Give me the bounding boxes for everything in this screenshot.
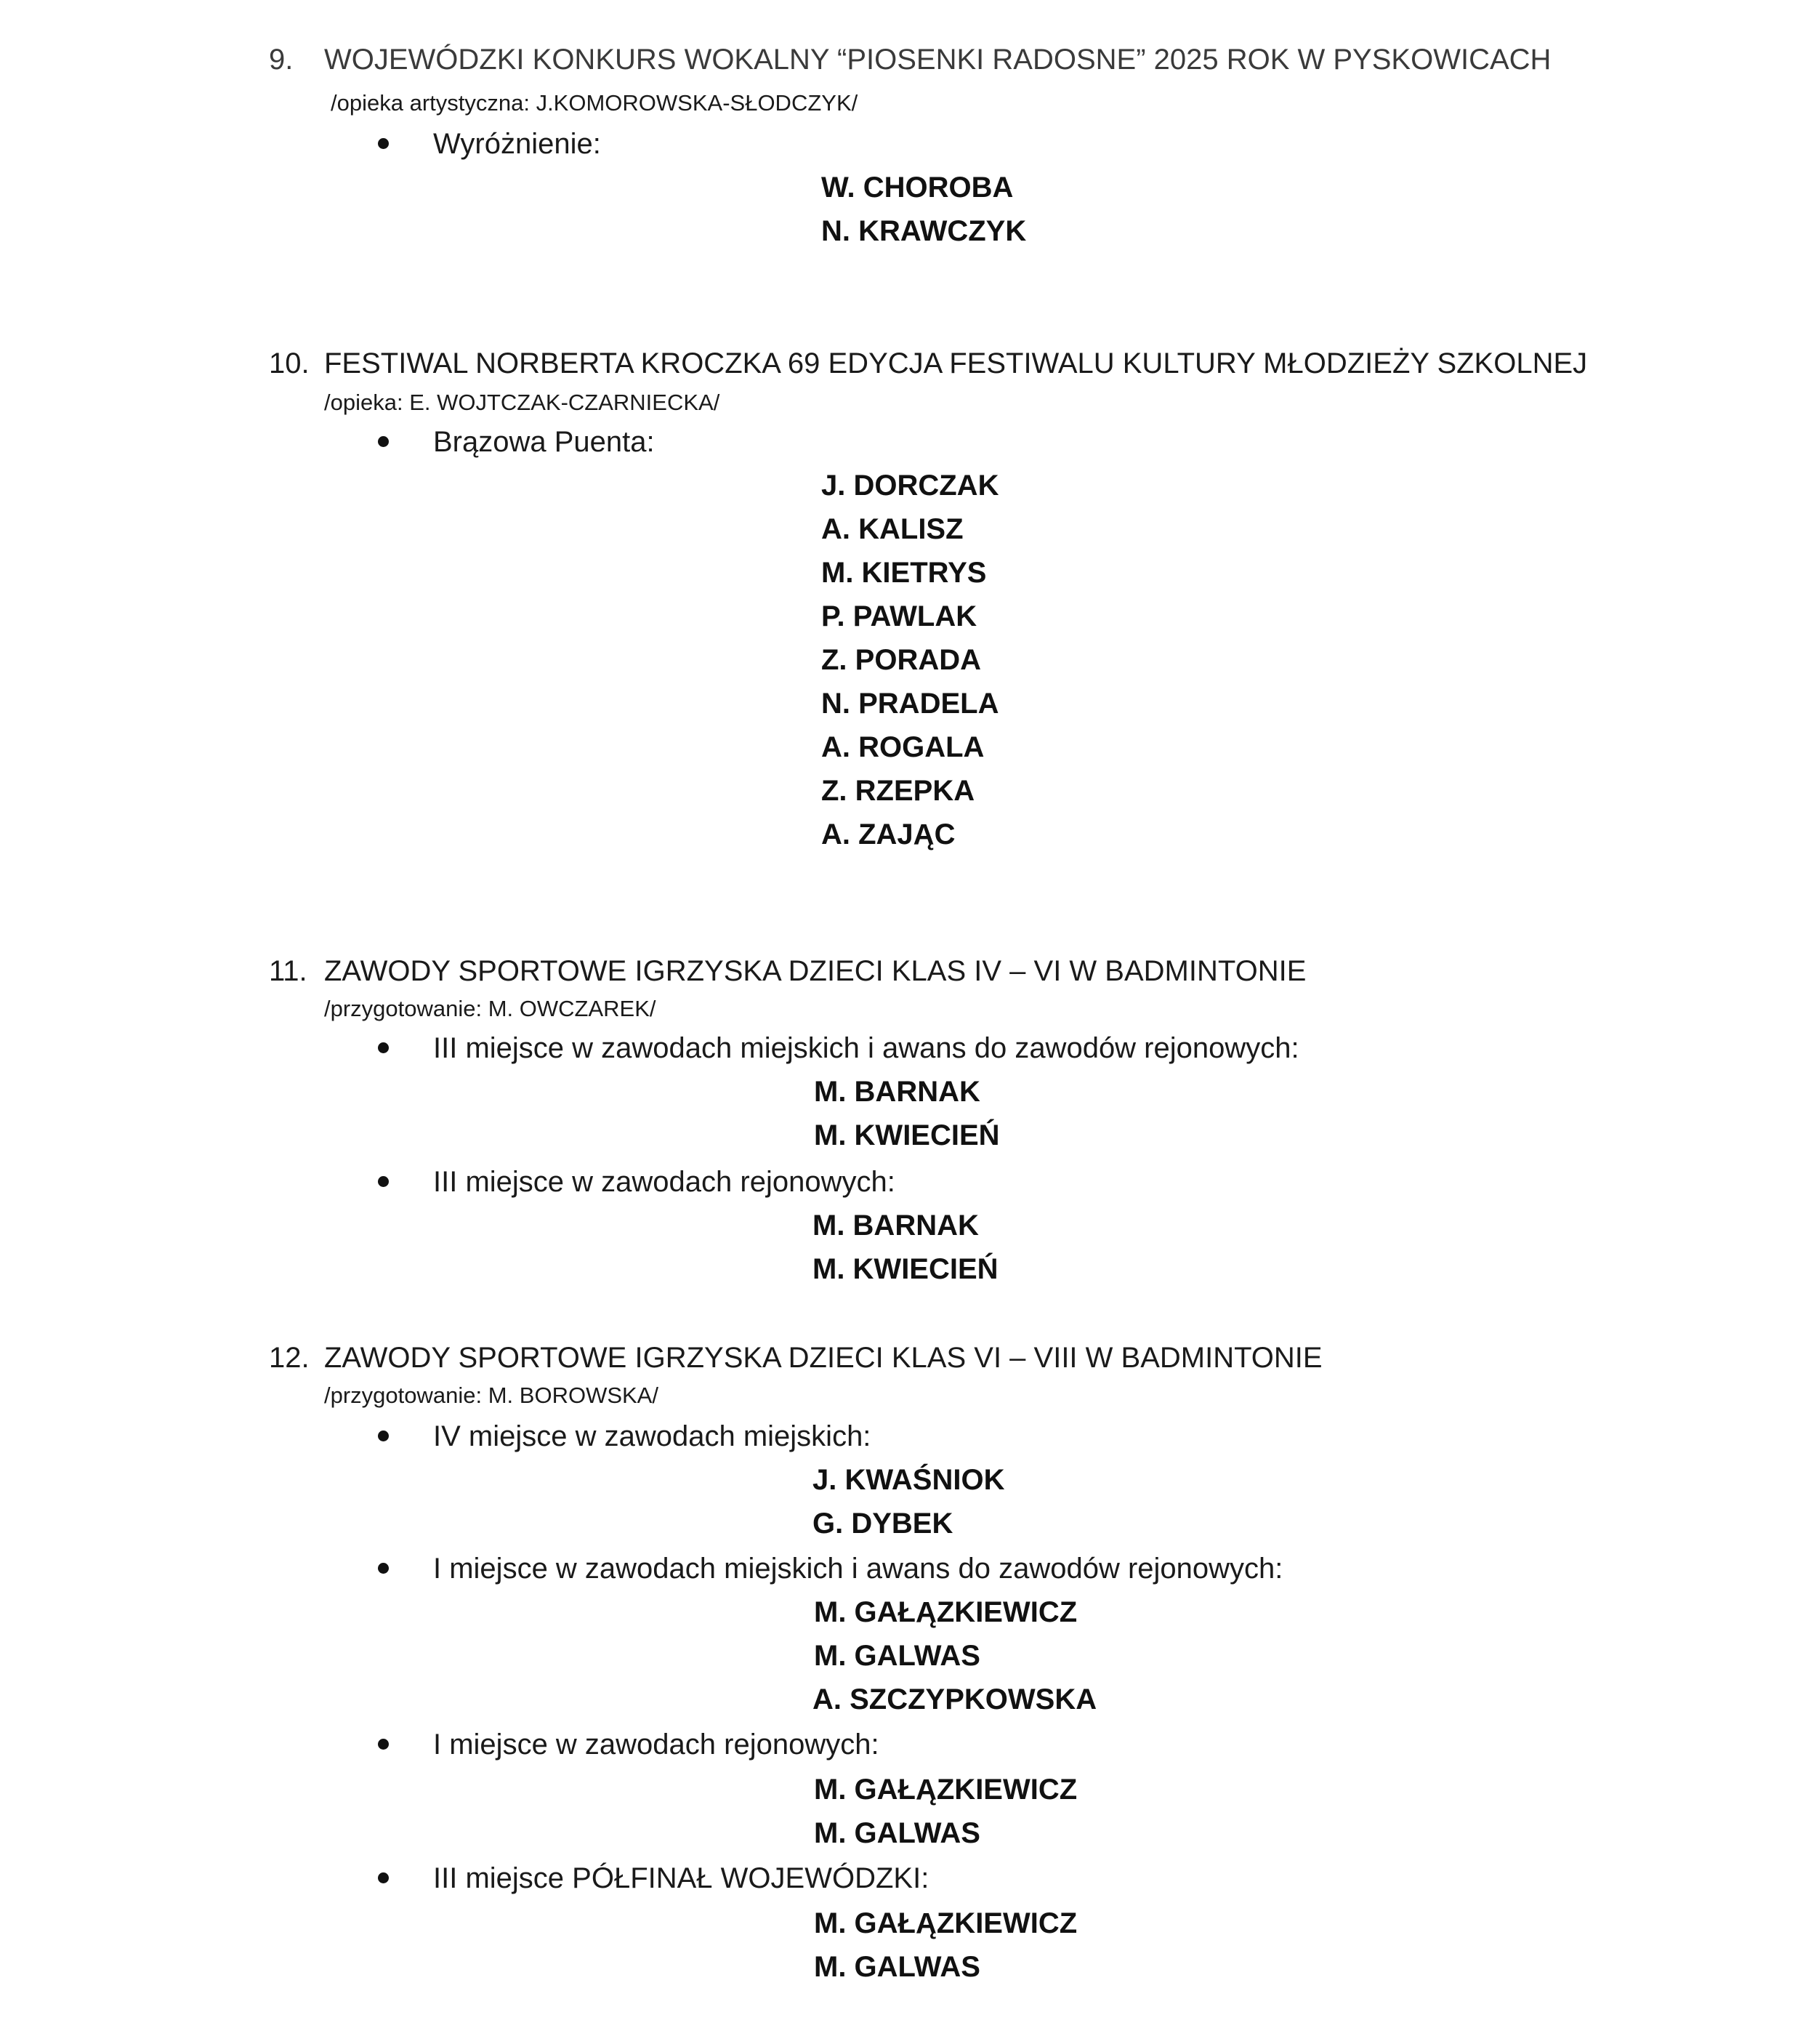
student-name: Z. PORADA [821,644,981,676]
student-name: N. PRADELA [821,688,999,720]
section-note: /przygotowanie: M. BOROWSKA/ [324,1383,658,1408]
bullet-icon [378,138,389,149]
student-name: A. ROGALA [821,731,985,763]
section-note: /przygotowanie: M. OWCZAREK/ [324,996,656,1021]
section-number: 9. [269,44,294,76]
award-label: I miejsce w zawodach miejskich i awans do zawodów rejonowych: [433,1553,1283,1585]
award-label: III miejsce w zawodach miejskich i awans do zawodów rejonowych: [433,1032,1299,1064]
section-title: ZAWODY SPORTOWE IGRZYSKA DZIECI KLAS IV – VI W BADMINTONIE [324,955,1307,987]
award-label: Brązowa Puenta: [433,426,655,458]
section-title: FESTIWAL NORBERTA KROCZKA 69 EDYCJA FESTIWALU KULTURY MŁODZIEŻY SZKOLNEJ [324,347,1588,379]
student-name: W. CHOROBA [821,172,1014,204]
student-name: M. GAŁĄZKIEWICZ [814,1907,1078,1939]
bullet-icon [378,436,389,447]
student-name: M. GALWAS [814,1640,980,1672]
section-number: 10. [269,347,310,379]
student-name: M. KIETRYS [821,557,987,589]
student-name: A. SZCZYPKOWSKA [812,1683,1097,1715]
student-name: M. GALWAS [814,1951,980,1983]
student-name: A. KALISZ [821,513,964,545]
student-name: J. KWAŚNIOK [812,1464,1005,1496]
section-note: /opieka artystyczna: J.KOMOROWSKA-SŁODCZYK/ [331,90,858,116]
bullet-icon [378,1563,389,1574]
student-name: M. BARNAK [812,1210,979,1242]
student-name: Z. RZEPKA [821,775,975,807]
student-name: M. BARNAK [814,1076,980,1108]
student-name: M. GALWAS [814,1817,980,1849]
bullet-icon [378,1739,389,1750]
award-label: III miejsce PÓŁFINAŁ WOJEWÓDZKI: [433,1862,929,1894]
student-name: M. KWIECIEŃ [814,1119,1000,1151]
award-label: IV miejsce w zawodach miejskich: [433,1420,871,1452]
student-name: G. DYBEK [812,1508,953,1540]
section-number: 11. [269,955,307,987]
student-name: J. DORCZAK [821,470,999,502]
student-name: M. GAŁĄZKIEWICZ [814,1596,1078,1628]
bullet-icon [378,1176,389,1187]
student-name: A. ZAJĄC [821,818,956,850]
student-name: M. KWIECIEŃ [812,1253,999,1285]
award-label: Wyróżnienie: [433,128,601,160]
section-note: /opieka: E. WOJTCZAK-CZARNIECKA/ [324,390,720,415]
bullet-icon [378,1042,389,1053]
student-name: P. PAWLAK [821,600,977,632]
bullet-icon [378,1872,389,1883]
student-name: N. KRAWCZYK [821,215,1027,247]
section-number: 12. [269,1342,310,1374]
bullet-icon [378,1431,389,1441]
section-title: ZAWODY SPORTOWE IGRZYSKA DZIECI KLAS VI – VIII W BADMINTONIE [324,1342,1323,1374]
award-label: III miejsce w zawodach rejonowych: [433,1166,895,1198]
section-title: WOJEWÓDZKI KONKURS WOKALNY “PIOSENKI RADOSNE” 2025 ROK W PYSKOWICACH [324,44,1552,76]
student-name: M. GAŁĄZKIEWICZ [814,1774,1078,1806]
award-label: I miejsce w zawodach rejonowych: [433,1729,879,1761]
